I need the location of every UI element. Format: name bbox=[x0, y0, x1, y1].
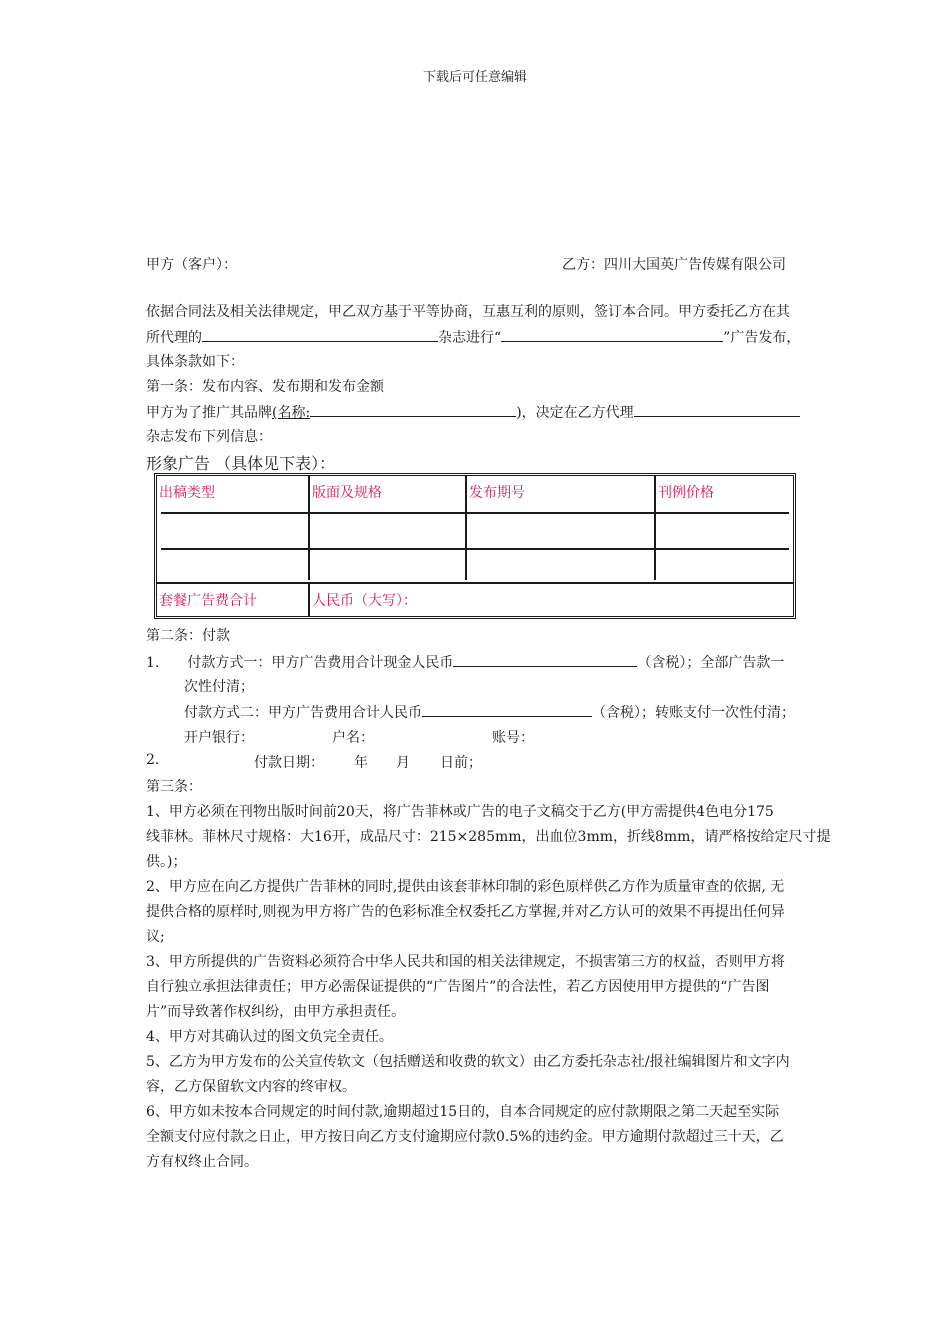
brand-name-label: (名称: bbox=[272, 405, 311, 421]
article-3-line: 线菲林。菲林尺寸规格：大16开，成品尺寸：215×285mm，出血位3mm，折线8mm，请严格按给定尺寸提 bbox=[146, 829, 831, 845]
cash-amount-blank bbox=[453, 652, 637, 667]
item-number-1: 1. bbox=[146, 655, 160, 671]
table-total-value: 人民币（大写）： bbox=[312, 593, 417, 609]
table-total-label: 套餐广告费合计 bbox=[159, 593, 257, 609]
article-3-line: 6、甲方如未按本合同规定的时间付款,逾期超过15日的，自本合同规定的应付款期限之第二天起至实际 bbox=[146, 1104, 780, 1120]
article-1-line-1 bbox=[146, 402, 800, 423]
table-header-layout: 版面及规格 bbox=[312, 485, 382, 501]
month-label: 月 bbox=[396, 755, 410, 771]
article-3-line: 3、甲方所提供的广告资料必须符合中华人民共和国的相关法律规定，不损害第三方的权益，否则甲方将 bbox=[146, 954, 785, 970]
agent-text: )，决定在乙方代理 bbox=[516, 405, 634, 421]
article-3-title: 第三条： bbox=[146, 779, 202, 795]
account-label: 账号： bbox=[492, 730, 534, 746]
payment-1-text: 付款方式一：甲方广告费用合计现金人民币 bbox=[187, 655, 454, 671]
item-number-2: 2. bbox=[146, 752, 160, 768]
article-3-line: 议; bbox=[146, 929, 165, 945]
payment-option-1-cont: 次性付清； bbox=[184, 679, 254, 695]
payment-date-label: 付款日期： bbox=[254, 755, 324, 771]
intro-line-1: 依据合同法及相关法律规定，甲乙双方基于平等协商，互惠互利的原则，签订本合同。甲方委托乙方在其 bbox=[146, 304, 790, 320]
intro-line-2 bbox=[146, 327, 800, 348]
ad-table bbox=[154, 473, 796, 619]
intro-text-b: 杂志进行“ bbox=[438, 330, 502, 346]
article-3-line: 4、甲方对其确认过的图文负完全责任。 bbox=[146, 1029, 393, 1045]
transfer-amount-blank bbox=[422, 702, 592, 717]
article-3-line: 全额支付应付款之日止，甲方按日向乙方支付逾期应付款0.5%的违约金。甲方逾期付款超过三十天，乙 bbox=[146, 1129, 784, 1145]
payment-option-2 bbox=[184, 702, 795, 723]
table-header-issue: 发布期号 bbox=[469, 485, 525, 501]
table-header-type: 出稿类型 bbox=[159, 485, 215, 501]
bank-label: 开户银行： bbox=[184, 730, 254, 746]
article-3-line: 自行独立承担法律责任；甲方必需保证提供的“广告图片”的合法性，若乙方因使用甲方提供的“广告图 bbox=[146, 979, 770, 995]
party-b-label: 乙方：四川大国英广告传媒有限公司 bbox=[562, 257, 786, 273]
brand-name-blank bbox=[310, 402, 516, 417]
payment-1-tax: （含税）；全部广告款一 bbox=[637, 655, 785, 671]
party-a-label: 甲方（客户）： bbox=[146, 257, 237, 273]
article-3-line: 提供合格的原样时,则视为甲方将广告的色彩标准全权委托乙方掌握,并对乙方认可的效果不再提出任何异 bbox=[146, 904, 785, 920]
article-2-title: 第二条：付款 bbox=[146, 628, 230, 644]
day-label: 日前； bbox=[440, 755, 482, 771]
payment-2-text: 付款方式二：甲方广告费用合计人民币 bbox=[184, 705, 422, 721]
agent-magazine-blank bbox=[634, 402, 800, 417]
article-1-line-2: 杂志发布下列信息： bbox=[146, 429, 272, 445]
article-3-line: 容，乙方保留软文内容的终审权。 bbox=[146, 1079, 356, 1095]
magazine-name-blank bbox=[202, 327, 438, 342]
brand-text: 甲方为了推广其品牌 bbox=[146, 405, 272, 421]
intro-text-c: ”广告发布， bbox=[723, 330, 801, 346]
article-3-line: 供。)； bbox=[146, 854, 187, 870]
year-label: 年 bbox=[354, 755, 368, 771]
intro-text-a: 所代理的 bbox=[146, 330, 202, 346]
payment-2-tax: （含税）；转账支付一次性付清； bbox=[592, 705, 795, 721]
intro-line-3: 具体条款如下： bbox=[146, 354, 244, 370]
header-note: 下载后可任意编辑 bbox=[422, 70, 527, 85]
article-3-line: 方有权终止合同。 bbox=[146, 1154, 258, 1170]
holder-label: 户名： bbox=[332, 730, 374, 746]
ad-heading: 形象广告 （具体见下表）： bbox=[146, 454, 336, 473]
article-3-line: 片”而导致著作权纠纷，由甲方承担责任。 bbox=[146, 1004, 406, 1020]
article-3-line: 1、甲方必须在刊物出版时间前20天，将广告菲林或广告的电子文稿交于乙方(甲方需提供4色电分175 bbox=[146, 804, 774, 820]
article-3-line: 5、乙方为甲方发布的公关宣传软文（包括赠送和收费的软文）由乙方委托杂志社/报社编辑图片和文字内 bbox=[146, 1054, 790, 1070]
table-header-price: 刊例价格 bbox=[658, 485, 714, 501]
article-1-title: 第一条：发布内容、发布期和发布金额 bbox=[146, 379, 384, 395]
ad-title-blank bbox=[501, 327, 723, 342]
payment-option-1 bbox=[146, 652, 784, 673]
article-3-line: 2、甲方应在向乙方提供广告菲林的同时,提供由该套菲林印制的彩色原样供乙方作为质量审查的依据, 无 bbox=[146, 879, 785, 895]
